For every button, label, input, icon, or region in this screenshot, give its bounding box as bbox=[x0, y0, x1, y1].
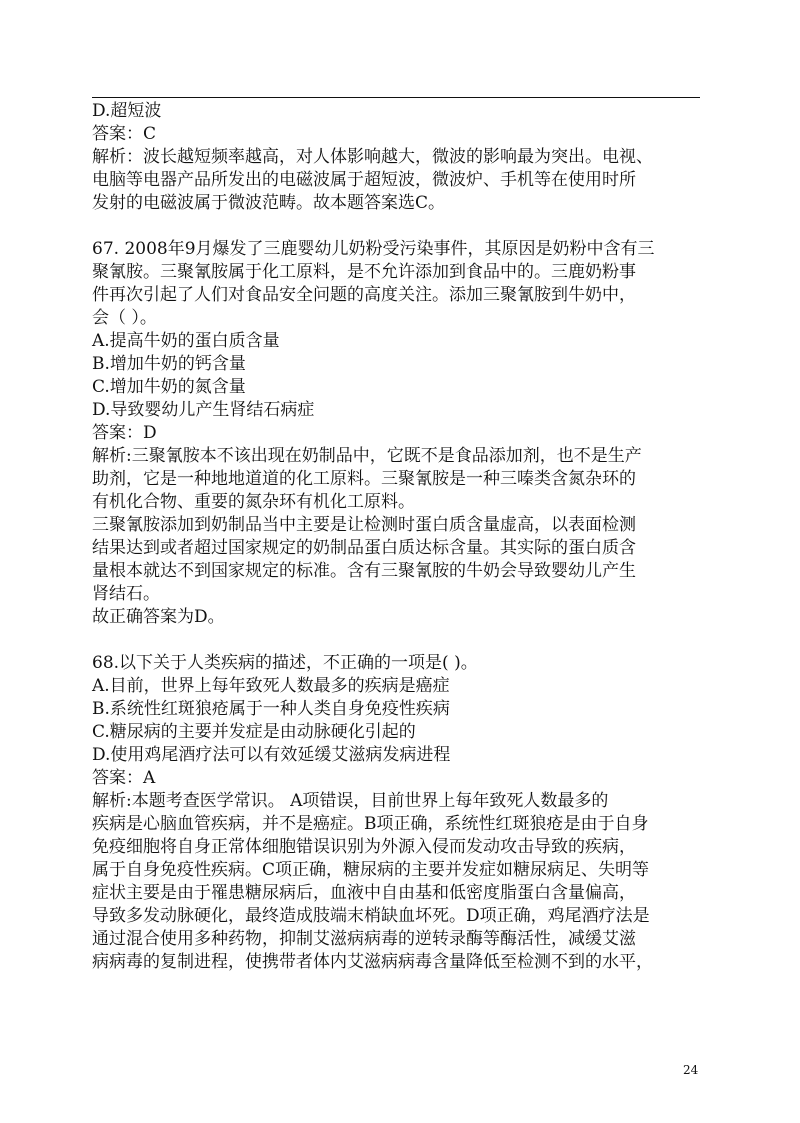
q67-analysis-line: 肾结石。 bbox=[92, 584, 160, 604]
q66-analysis-line: 解析：波长越短频率越高，对人体影响越大，微波的影响最为突出。电视、 bbox=[92, 147, 653, 167]
q68-option-c: C.糖尿病的主要并发症是由动脉硬化引起的 bbox=[92, 722, 416, 742]
q68-stem: 68.以下关于人类疾病的描述，不正确的一项是( )。 bbox=[92, 653, 478, 673]
q68-analysis-line: 通过混合使用多种药物，抑制艾滋病病毒的逆转录酶等酶活性，减缓艾滋 bbox=[92, 929, 636, 949]
q68-option-d: D.使用鸡尾酒疗法可以有效延缓艾滋病发病进程 bbox=[92, 745, 451, 765]
q68-option-a: A.目前，世界上每年致死人数最多的疾病是癌症 bbox=[92, 676, 450, 696]
q67-analysis-line: 三聚氰胺添加到奶制品当中主要是让检测时蛋白质含量虚高，以表面检测 bbox=[92, 515, 636, 535]
q68-analysis-line: 病病毒的复制进程，使携带者体内艾滋病病毒含量降低至检测不到的水平， bbox=[92, 952, 653, 972]
q67-analysis-line: 故正确答案为D。 bbox=[92, 607, 225, 627]
q67-answer: 答案：D bbox=[92, 423, 157, 443]
q68-analysis-line: 症状主要是由于罹患糖尿病后，血液中自由基和低密度脂蛋白含量偏高， bbox=[92, 883, 636, 903]
page-content bbox=[92, 100, 707, 974]
q67-analysis-line: 助剂，它是一种地地道道的化工原料。三聚氰胺是一种三嗪类含氮杂环的 bbox=[92, 469, 636, 489]
q67-stem-line: 会（ ）。 bbox=[92, 308, 157, 328]
q68-analysis-line: 疾病是心脑血管疾病，并不是癌症。B项正确，系统性红斑狼疮是由于自身 bbox=[92, 814, 649, 834]
q66-analysis-line: 电脑等电器产品所发出的电磁波属于超短波，微波炉、手机等在使用时所 bbox=[92, 170, 636, 190]
q68-option-b: B.系统性红斑狼疮属于一种人类自身免疫性疾病 bbox=[92, 699, 450, 719]
q68-analysis-line: 导致多发动脉硬化，最终造成肢端末梢缺血坏死。D项正确，鸡尾酒疗法是 bbox=[92, 906, 650, 926]
q67-option-c: C.增加牛奶的氮含量 bbox=[92, 377, 246, 397]
q67-stem-line: 件再次引起了人们对食品安全问题的高度关注。添加三聚氰胺到牛奶中， bbox=[92, 285, 636, 305]
q67-analysis-line: 有机化合物、重要的氮杂环有机化工原料。 bbox=[92, 492, 415, 512]
q67-analysis-line: 量根本就达不到国家规定的标准。含有三聚氰胺的牛奶会导致婴幼儿产生 bbox=[92, 561, 636, 581]
q67-option-a: A.提高牛奶的蛋白质含量 bbox=[92, 331, 280, 351]
q66-answer: 答案：C bbox=[92, 124, 157, 144]
q68-analysis-line: 免疫细胞将自身正常体细胞错误识别为外源入侵而发动攻击导致的疾病， bbox=[92, 837, 636, 857]
q67-option-b: B.增加牛奶的钙含量 bbox=[92, 354, 246, 374]
q67-stem-line: 67. 2008年9月爆发了三鹿婴幼儿奶粉受污染事件，其原因是奶粉中含有三 bbox=[92, 239, 655, 259]
q68-analysis-line: 解析:本题考查医学常识。 A项错误，目前世界上每年致死人数最多的 bbox=[92, 791, 609, 811]
q67-analysis-line: 结果达到或者超过国家规定的奶制品蛋白质达标含量。其实际的蛋白质含 bbox=[92, 538, 636, 558]
q67-option-d: D.导致婴幼儿产生肾结石病症 bbox=[92, 400, 315, 420]
q67-stem-line: 聚氰胺。三聚氰胺属于化工原料，是不允许添加到食品中的。三鹿奶粉事 bbox=[92, 262, 636, 282]
header-rule bbox=[92, 97, 700, 98]
q66-analysis-line: 发射的电磁波属于微波范畴。故本题答案选C。 bbox=[92, 193, 446, 213]
q68-analysis-line: 属于自身免疫性疾病。C项正确，糖尿病的主要并发症如糖尿病足、失明等 bbox=[92, 860, 650, 880]
page-number: 24 bbox=[683, 1063, 699, 1077]
q67-analysis-line: 解析:三聚氰胺本不该出现在奶制品中，它既不是食品添加剂，也不是生产 bbox=[92, 446, 642, 466]
q66-option-d: D.超短波 bbox=[92, 101, 162, 121]
q68-answer: 答案：A bbox=[92, 768, 156, 788]
